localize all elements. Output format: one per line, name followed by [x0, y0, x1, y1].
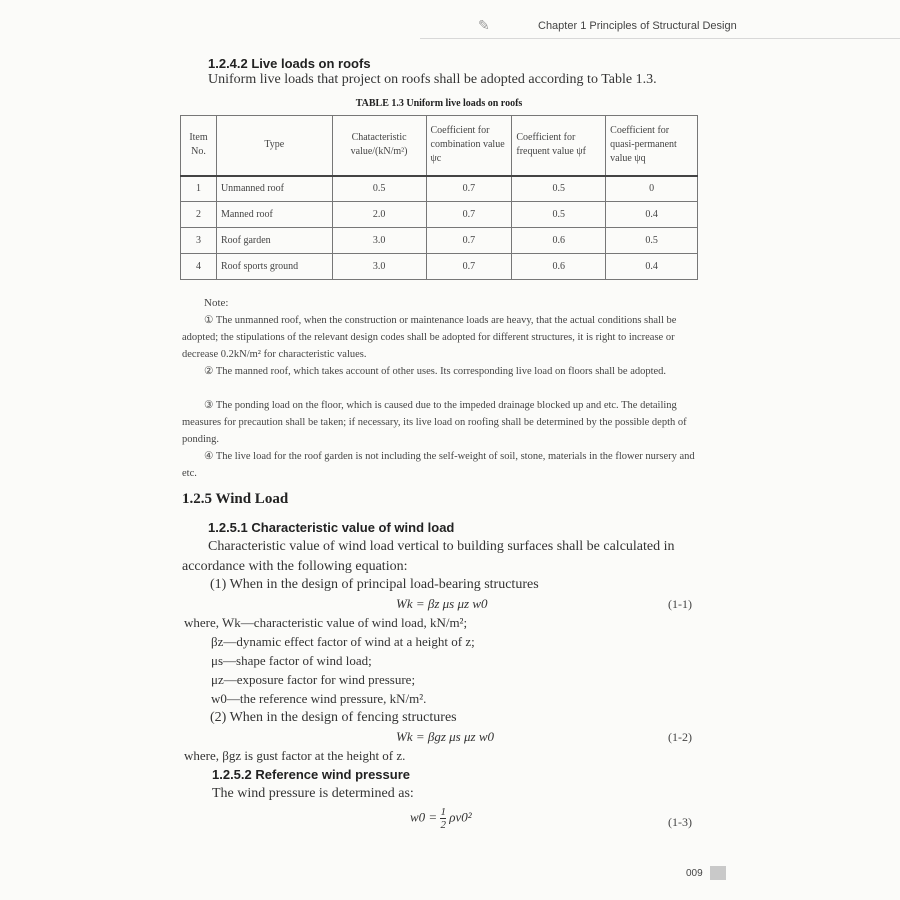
cell-type: Roof garden: [216, 228, 332, 254]
header-item-no: Item No.: [181, 116, 217, 176]
where-wk-definition: where, Wk—characteristic value of wind load, kN/m²;: [184, 615, 468, 630]
cell-type: Manned roof: [216, 202, 332, 228]
cell-quasi-permanent: 0.4: [606, 254, 698, 280]
table-row: [181, 254, 698, 280]
table-row: [181, 176, 698, 202]
table-caption: TABLE 1.3 Uniform live loads on roofs: [355, 98, 523, 109]
note-3: ③ The ponding load on the floor, which is caused due to the impeded drainage blocked up and etc. The detailing measures for precaution shall be taken; if necessary, its live load on roofing shall be determined by the possible depth of ponding.: [182, 400, 687, 445]
item-2-text: (2) When in the design of fencing structures: [210, 710, 457, 725]
cell-type: Unmanned roof: [216, 176, 332, 202]
mu-s-definition: μs—shape factor of wind load;: [211, 653, 372, 668]
cell-no: 1: [181, 176, 217, 202]
cell-quasi-permanent: 0.4: [606, 202, 698, 228]
cell-combination: 0.7: [426, 228, 512, 254]
header-logo-icon: ✎: [478, 19, 490, 34]
w0-definition: w0—the reference wind pressure, kN/m².: [211, 691, 427, 706]
cell-frequent: 0.5: [512, 202, 606, 228]
item-1-text: (1) When in the design of principal load-bearing structures: [210, 577, 539, 592]
cell-quasi-permanent: 0.5: [606, 228, 698, 254]
cell-characteristic: 0.5: [332, 176, 426, 202]
equation-1-3-left: w0 =: [410, 809, 438, 825]
section-1-2-4-2-heading: 1.2.4.2 Live loads on roofs: [208, 56, 371, 71]
equation-1-3: [410, 806, 472, 831]
equation-1-1: Wk = βz μs μz w0: [396, 596, 488, 611]
equation-1-2: Wk = βgz μs μz w0: [396, 729, 494, 744]
cell-characteristic: 2.0: [332, 202, 426, 228]
header-combination: Coefficient for combination value ψc: [426, 116, 512, 176]
page-corner-mark: [710, 866, 726, 880]
page-number: 009: [686, 868, 703, 879]
cell-frequent: 0.6: [512, 254, 606, 280]
section-1-2-5-heading: 1.2.5 Wind Load: [182, 491, 289, 507]
header-type: Type: [216, 116, 332, 176]
header-quasi-permanent: Coefficient for quasi-permanent value ψq: [606, 116, 698, 176]
where-beta-gz-definition: where, βgz is gust factor at the height of z.: [184, 748, 406, 763]
equation-1-3-right: ρv0²: [449, 809, 472, 825]
cell-no: 4: [181, 254, 217, 280]
equation-1-1-number: (1-1): [668, 597, 692, 611]
equation-1-2-number: (1-2): [668, 730, 692, 744]
note-1: ① The unmanned roof, when the construction or maintenance loads are heavy, that the actual conditions shall be adopted; the stipulations of the relevant design codes shall be adopted for different structures, it is right to increase or decrease 0.2kN/m² for characteristic values.: [182, 315, 677, 360]
note-4: ④ The live load for the roof garden is not including the self-weight of soil, stone, materials in the flower nursery and etc.: [182, 451, 695, 479]
table-row: [181, 202, 698, 228]
cell-combination: 0.7: [426, 176, 512, 202]
cell-frequent: 0.6: [512, 228, 606, 254]
cell-characteristic: 3.0: [332, 228, 426, 254]
cell-combination: 0.7: [426, 254, 512, 280]
running-header-text: Chapter 1 Principles of Structural Design: [538, 20, 737, 32]
table-header-row: [181, 116, 698, 176]
section-1-2-5-2-text: The wind pressure is determined as:: [212, 786, 414, 801]
table-row: [181, 228, 698, 254]
cell-frequent: 0.5: [512, 176, 606, 202]
fraction-denominator: 2: [440, 819, 446, 831]
cell-quasi-permanent: 0: [606, 176, 698, 202]
section-1-2-5-1-text: Characteristic value of wind load vertical to building surfaces shall be calculated in accordance with the following equation:: [182, 539, 675, 574]
one-half-fraction: [440, 806, 446, 831]
cell-characteristic: 3.0: [332, 254, 426, 280]
section-1-2-5-2-heading: 1.2.5.2 Reference wind pressure: [212, 767, 410, 782]
fraction-numerator: 1: [440, 806, 446, 818]
cell-no: 3: [181, 228, 217, 254]
live-loads-table: [180, 115, 698, 280]
equation-1-3-number: (1-3): [668, 815, 692, 829]
cell-no: 2: [181, 202, 217, 228]
note-2: ② The manned roof, which takes account of other uses. Its corresponding live load on floors shall be adopted.: [204, 366, 667, 377]
section-1-2-5-1-heading: 1.2.5.1 Characteristic value of wind load: [208, 520, 455, 535]
beta-z-definition: βz—dynamic effect factor of wind at a height of z;: [211, 634, 475, 649]
notes-title: Note:: [204, 297, 229, 309]
cell-combination: 0.7: [426, 202, 512, 228]
mu-z-definition: μz—exposure factor for wind pressure;: [211, 672, 416, 687]
header-frequent: Coefficient for frequent value ψf: [512, 116, 606, 176]
cell-type: Roof sports ground: [216, 254, 332, 280]
section-1-2-4-2-text: Uniform live loads that project on roofs shall be adopted according to Table 1.3.: [208, 72, 657, 87]
header-characteristic: Chatacteristic value/(kN/m²): [332, 116, 426, 176]
